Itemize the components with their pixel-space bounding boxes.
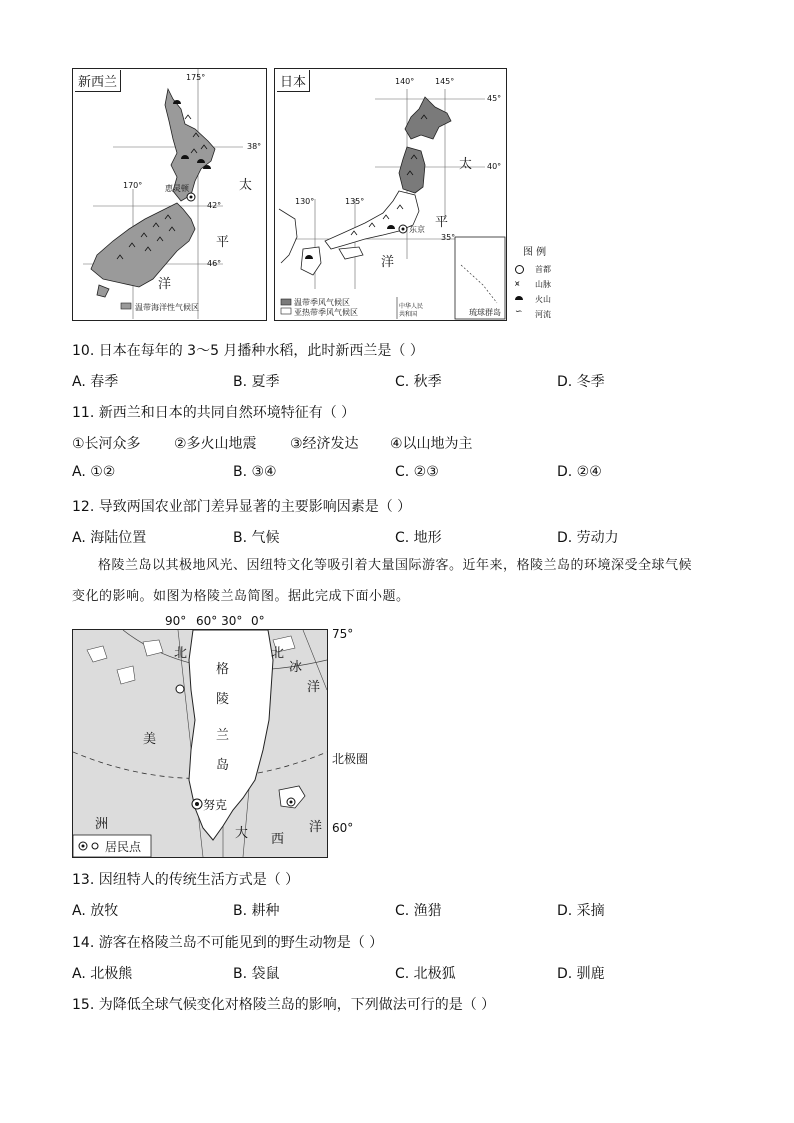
jp-legend-volcano: 火山: [535, 295, 551, 304]
jp-map-title: 日本: [277, 70, 310, 92]
jp-lat-45: 45°: [487, 94, 502, 103]
gl-island-char-1: 格: [216, 662, 230, 677]
q11-item-2: ②多火山地震: [174, 436, 257, 452]
gl-lat-60: 60°: [332, 821, 354, 835]
q12-option-c[interactable]: C. 地形: [395, 530, 442, 546]
gl-top-lon-0: 0°: [251, 614, 265, 628]
new-zealand-map: [72, 68, 267, 321]
gl-na-char-2: 美: [143, 732, 157, 747]
gl-na-char-3: 洲: [95, 817, 109, 832]
q10-option-a[interactable]: A. 春季: [72, 374, 119, 390]
q11-option-b[interactable]: B. ③④: [233, 464, 277, 480]
q14-option-d[interactable]: D. 驯鹿: [557, 966, 605, 982]
river-symbol-icon: ∽: [515, 307, 523, 317]
jp-ocean-char-2: 平: [435, 215, 449, 230]
nz-lon-170: 170°: [123, 181, 143, 190]
nz-lat-38: 38°: [247, 142, 262, 151]
q11-item-1: ①长河众多: [72, 436, 141, 452]
q12-option-a[interactable]: A. 海陆位置: [72, 530, 147, 546]
mountain-symbol-icon: ⩙: [515, 279, 520, 288]
jp-small-label-2: 共和国: [399, 311, 418, 318]
japan-map: [274, 68, 507, 321]
q12-option-d[interactable]: D. 劳动力: [557, 530, 619, 546]
gl-arctic-char-1: 北: [271, 646, 285, 661]
gl-lat-75: 75°: [332, 627, 354, 641]
jp-inset-label: 琉球群岛: [469, 308, 501, 317]
gl-arctic-circle: 北极圈: [332, 752, 369, 766]
nz-ocean-char-1: 太: [239, 178, 253, 193]
q13-option-b[interactable]: B. 耕种: [233, 903, 280, 919]
japan-map-graphic: [275, 69, 506, 320]
q14-option-c[interactable]: C. 北极狐: [395, 966, 456, 982]
nz-map-title: 新西兰: [75, 70, 121, 92]
jp-ocean-char-3: 洋: [381, 255, 395, 270]
question-14: 14. 游客在格陵兰岛不可能见到的野生动物是（ ）: [72, 935, 384, 951]
q10-option-d[interactable]: D. 冬季: [557, 374, 605, 390]
gl-settlement-label: 努克: [203, 798, 228, 812]
question-15: 15. 为降低全球气候变化对格陵兰岛的影响，下列做法可行的是（ ）: [72, 997, 496, 1013]
nz-ocean-char-2: 平: [216, 235, 230, 250]
question-11: 11. 新西兰和日本的共同自然环境特征有（ ）: [72, 405, 356, 421]
q14-option-a[interactable]: A. 北极熊: [72, 966, 133, 982]
jp-lon-130: 130°: [295, 197, 315, 206]
jp-lon-140: 140°: [395, 77, 415, 86]
nz-lon-175: 175°: [186, 73, 206, 82]
jp-legend-subtropical: 亚热带季风气候区: [294, 308, 358, 317]
jp-legend-capital: 首都: [535, 265, 551, 274]
q10-option-b[interactable]: B. 夏季: [233, 374, 280, 390]
passage-line-2: 变化的影响。如图为格陵兰岛简图。据此完成下面小题。: [72, 589, 410, 604]
nz-capital-label: 惠灵顿: [165, 184, 189, 193]
nz-lat-46: 46°: [207, 259, 222, 268]
greenland-map: [72, 629, 328, 858]
q11-item-4: ④以山地为主: [390, 436, 473, 452]
jp-lat-35: 35°: [441, 233, 456, 242]
jp-legend-river: 河流: [535, 310, 551, 319]
q13-option-a[interactable]: A. 放牧: [72, 903, 119, 919]
volcano-symbol-icon: [515, 296, 523, 300]
question-10: 10. 日本在每年的 3～5 月播种水稻，此时新西兰是（ ）: [72, 343, 424, 359]
jp-ocean-char-1: 太: [459, 157, 473, 172]
jp-lat-40: 40°: [487, 162, 502, 171]
jp-small-label-1: 中华人民: [399, 303, 424, 310]
jp-legend-mountain: 山脉: [535, 280, 551, 289]
gl-atlantic-char-1: 大: [235, 826, 249, 841]
q11-option-d[interactable]: D. ②④: [557, 464, 602, 480]
gl-atlantic-char-2: 西: [271, 832, 285, 847]
gl-island-char-4: 岛: [216, 758, 230, 773]
gl-na-char-1: 北: [174, 646, 188, 661]
gl-top-lon-60-30: 60° 30°: [196, 614, 243, 628]
nz-legend-label: 温带海洋性气候区: [135, 303, 199, 312]
nz-ocean-char-3: 洋: [158, 277, 172, 292]
nz-lat-42: 42°: [207, 201, 222, 210]
q14-option-b[interactable]: B. 袋鼠: [233, 966, 280, 982]
q13-option-d[interactable]: D. 采摘: [557, 903, 605, 919]
question-12: 12. 导致两国农业部门差异显著的主要影响因素是（ ）: [72, 499, 412, 515]
gl-arctic-char-3: 洋: [307, 680, 321, 695]
gl-arctic-char-2: 冰: [289, 660, 303, 675]
jp-lon-145: 145°: [435, 77, 455, 86]
q10-option-c[interactable]: C. 秋季: [395, 374, 442, 390]
passage-line-1: 格陵兰岛以其极地风光、因纽特文化等吸引着大量国际游客。近年来，格陵兰岛的环境深受全球气候: [98, 558, 693, 573]
q11-option-c[interactable]: C. ②③: [395, 464, 439, 480]
q13-option-c[interactable]: C. 渔猎: [395, 903, 442, 919]
q12-option-b[interactable]: B. 气候: [233, 530, 280, 546]
q11-option-a[interactable]: A. ①②: [72, 464, 116, 480]
gl-atlantic-char-3: 洋: [309, 820, 323, 835]
capital-symbol-icon: [515, 265, 524, 274]
gl-top-lon-90: 90°: [165, 614, 187, 628]
gl-island-char-2: 陵: [216, 692, 230, 707]
gl-legend-label: 居民点: [105, 840, 142, 854]
gl-island-char-3: 兰: [216, 728, 230, 743]
greenland-passage: [72, 550, 732, 612]
jp-legend-temperate: 温带季风气候区: [294, 298, 350, 307]
question-13: 13. 因纽特人的传统生活方式是（ ）: [72, 872, 300, 888]
jp-lon-135: 135°: [345, 197, 365, 206]
jp-capital-label: 东京: [409, 225, 425, 234]
q11-item-3: ③经济发达: [290, 436, 359, 452]
jp-legend-title: 图 例: [523, 247, 547, 258]
